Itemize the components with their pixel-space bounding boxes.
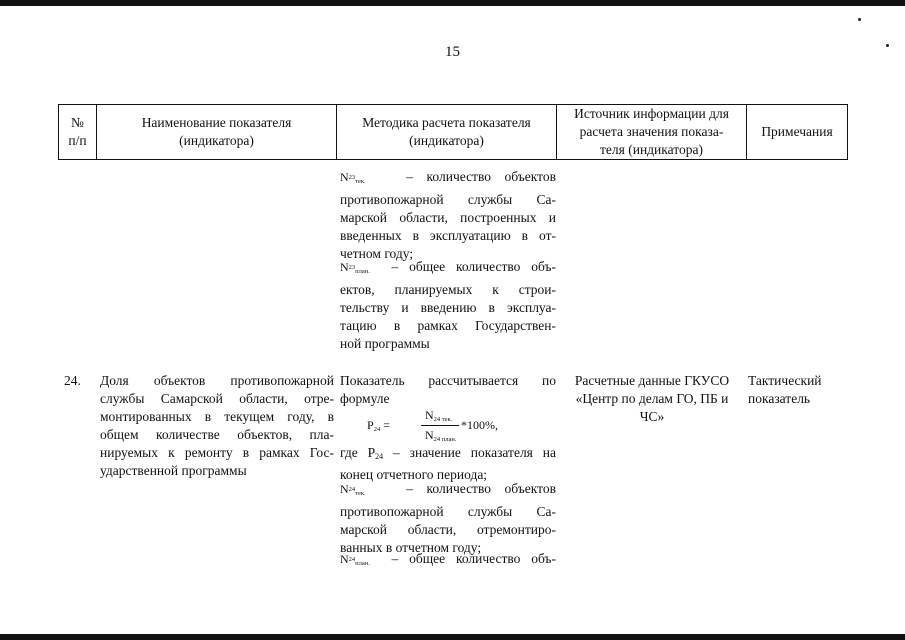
definition-n23-plan: $N^{23}_{план.}$ – общее количество объ- ектов, планируемых к строи- тельству и введению в эксплуа- тацию в рамках Государствен- ной программы <box>340 259 556 351</box>
header-col-source: Источник информации для расчета значения показа- теля (индикатора) <box>556 104 746 160</box>
row24-method-intro: Показатель рассчитывается по формуле <box>340 373 556 406</box>
scan-speck <box>858 18 861 21</box>
header-col-method: Методика расчета показателя (индикатора) <box>336 104 556 160</box>
header-col-name: Наименование показателя (индикатора) <box>96 104 336 160</box>
page-number: 15 <box>445 44 460 60</box>
header-col-notes: Примечания <box>746 104 847 160</box>
row24-notes: Тактический показатель <box>748 373 822 406</box>
row24-info-source: Расчетные данные ГКУСО «Центр по делам ГО, ПБ и ЧС» <box>574 373 730 424</box>
row24-where-clause: где $P_{24}$ – значение показателя на конец отчетного периода; <box>340 445 556 482</box>
definition-n24-tek: $N^{24}_{тек.}$ – количество объектов противопожарной службы Са- марской области, отремонтиро- ванных в отчетном году; <box>340 481 556 555</box>
row24-formula: $P_{24}$ = $N_{24 тек.}$ $N_{24 план.}$ *100%, <box>367 408 498 443</box>
header-col-number: № п/п <box>58 104 96 160</box>
definition-n23-tek: $N^{23}_{тек.}$ – количество объектов противопожарной службы Са- марской области, построенных и введенных в эксплуатацию в от- четном году; <box>340 169 556 261</box>
fraction-bar <box>421 425 459 426</box>
row24-number: 24. <box>64 373 81 388</box>
scan-edge-top <box>0 0 905 6</box>
scan-edge-bottom <box>0 634 905 640</box>
definition-n24-plan: $N^{24}_{план.}$ – общее количество объ- <box>340 551 556 567</box>
table-header-right-border <box>847 104 848 160</box>
row24-indicator-name: Доля объектов противопожарной службы Самарской области, отре- монтированных в текущем году, в общем количестве объектов, пла- нируемых к ремонту в рамках Гос- ударственной программы <box>100 373 334 478</box>
